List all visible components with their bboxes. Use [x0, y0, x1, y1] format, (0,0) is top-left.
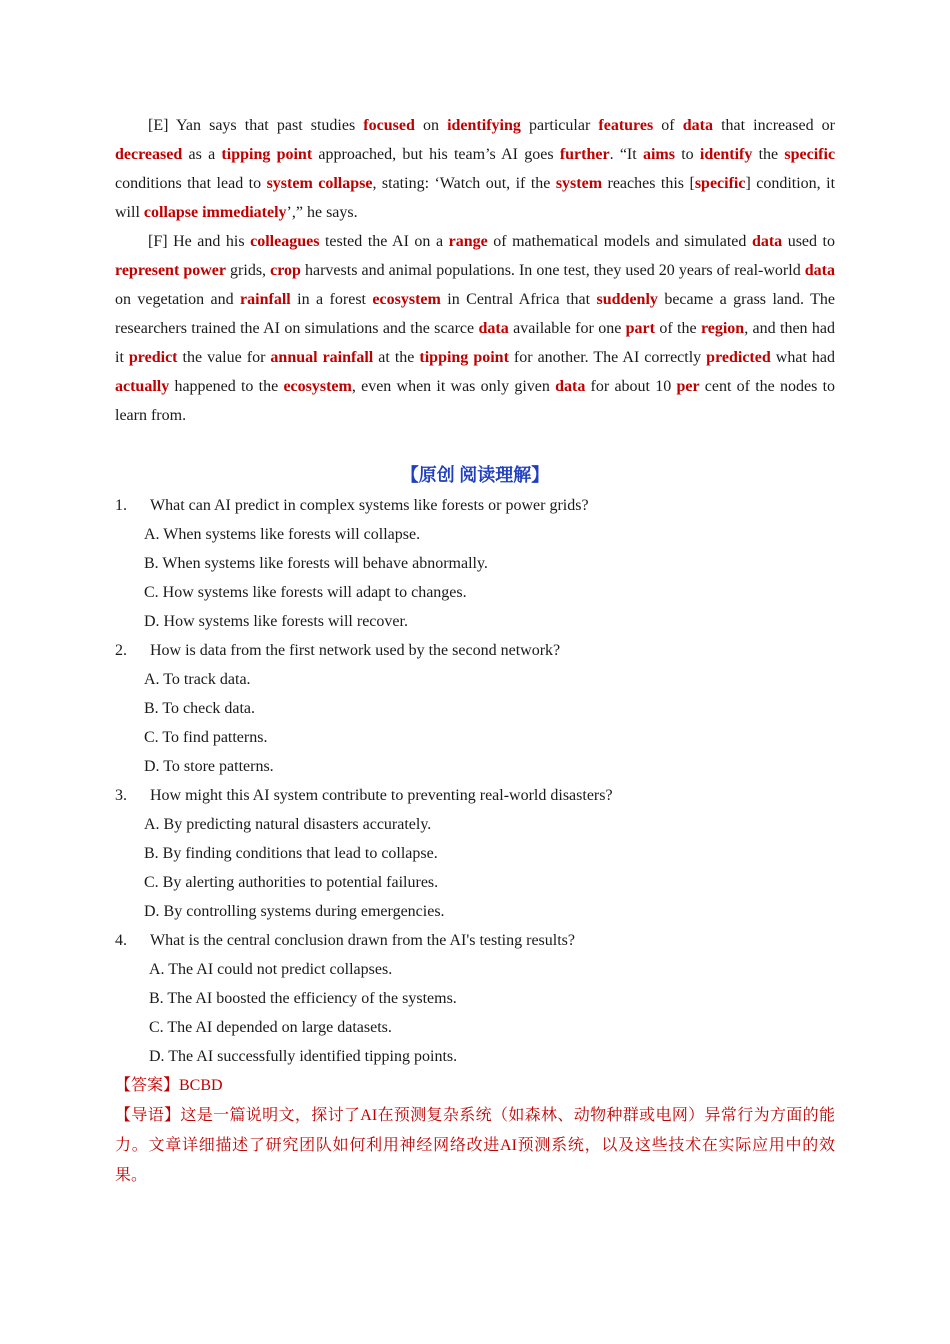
question-text: What is the central conclusion drawn from the AI's testing results?: [150, 932, 575, 949]
passage-text: ] condition, it will: [115, 175, 836, 221]
keyword: predicted: [706, 349, 771, 366]
keyword: range: [448, 233, 488, 250]
passage-text: became a grass land. The researchers trained the AI on simulations and the scarce: [115, 291, 836, 337]
option-4d: D. The AI successfully identified tipping points.: [149, 1048, 458, 1065]
passage-text: ’,” he says.: [286, 204, 358, 221]
keyword: further: [559, 146, 610, 163]
passage-text: tested the AI on a: [319, 233, 449, 250]
passage-text: what had: [770, 349, 835, 366]
keyword: represent power: [115, 262, 226, 279]
keyword: suddenly: [596, 291, 658, 308]
keyword: region: [700, 320, 745, 337]
option-2b: B. To check data.: [144, 700, 255, 717]
passage-text: for another. The AI correctly: [508, 349, 707, 366]
keyword: colleagues: [250, 233, 320, 250]
option-2c: C. To find patterns.: [144, 729, 268, 746]
keyword: data: [555, 378, 586, 395]
question-text: How might this AI system contribute to preventing real-world disasters?: [150, 787, 613, 804]
question-number: 3.: [115, 787, 127, 804]
keyword: specific: [694, 175, 746, 192]
passage-text: particular: [520, 117, 599, 134]
passage-text: the: [752, 146, 785, 163]
keyword: collapse immediately: [143, 204, 287, 221]
passage-text: , and then had it: [115, 320, 836, 366]
keyword: features: [598, 117, 654, 134]
option-1a: A. When systems like forests will collapse.: [144, 526, 421, 543]
passage-text: grids,: [226, 262, 271, 279]
passage-text: [F] He and his: [148, 233, 251, 250]
question-number: 1.: [115, 497, 127, 514]
keyword: per: [676, 378, 700, 395]
passage-text: used to: [782, 233, 836, 250]
question-text: How is data from the first network used by the second network?: [150, 642, 561, 659]
keyword: part: [625, 320, 655, 337]
option-3d: D. By controlling systems during emergencies.: [144, 903, 445, 920]
keyword: ecosystem: [283, 378, 352, 395]
passage-text: conditions that lead to: [115, 175, 267, 192]
option-4c: C. The AI depended on large datasets.: [149, 1019, 392, 1036]
passage-text: of: [653, 117, 683, 134]
passage-text: , stating: ‘Watch out, if the: [372, 175, 556, 192]
option-4b: B. The AI boosted the efficiency of the systems.: [149, 990, 457, 1007]
keyword: tipping point: [221, 146, 313, 163]
passage-text: cent of the nodes to learn from.: [115, 378, 836, 424]
passage-text: to: [674, 146, 700, 163]
passage-text: that increased or: [712, 117, 836, 134]
keyword: specific: [784, 146, 836, 163]
passage-text: in a forest: [290, 291, 373, 308]
passage-text: approached, but his team’s AI goes: [312, 146, 560, 163]
guide-summary: 【导语】这是一篇说明文，探讨了AI在预测复杂系统（如森林、动物种群或电网）异常行为方面的能力。文章详细描述了研究团队如何利用神经网络改进AI预测系统，以及这些技术在实际应用中的效果。: [115, 1107, 835, 1184]
keyword: identify: [699, 146, 753, 163]
section-title: 【原创 阅读理解】: [400, 465, 550, 485]
passage-text: happened to the: [169, 378, 284, 395]
keyword: data: [751, 233, 783, 250]
keyword: actually: [115, 378, 170, 395]
passage-text: of the: [654, 320, 701, 337]
keyword: tipping point: [419, 349, 509, 366]
keyword: crop: [270, 262, 301, 279]
option-4a: A. The AI could not predict collapses.: [149, 961, 393, 978]
keyword: ecosystem: [372, 291, 441, 308]
option-1c: C. How systems like forests will adapt to changes.: [144, 584, 467, 601]
question-number: 2.: [115, 642, 127, 659]
question-number: 4.: [115, 932, 127, 949]
keyword: annual rainfall: [270, 349, 374, 366]
keyword: system: [555, 175, 603, 192]
question-4: [115, 926, 575, 955]
passage-text: reaches this [: [602, 175, 695, 192]
paragraph-f: [115, 227, 835, 430]
question-text: What can AI predict in complex systems like forests or power grids?: [150, 497, 589, 514]
keyword: predict: [128, 349, 178, 366]
passage-text: on vegetation and: [115, 291, 241, 308]
passage-text: , even when it was only given: [351, 378, 556, 395]
keyword: focused: [363, 117, 415, 134]
option-1d: D. How systems like forests will recover.: [144, 613, 408, 630]
option-2a: A. To track data.: [144, 671, 251, 688]
question-3: [115, 781, 613, 810]
passage-text: [E] Yan says that past studies: [148, 117, 364, 134]
passage-text: of mathematical models and simulated: [487, 233, 752, 250]
option-3a: A. By predicting natural disasters accurately.: [144, 816, 432, 833]
keyword: identifying: [447, 117, 521, 134]
passage-text: available for one: [508, 320, 626, 337]
option-1b: B. When systems like forests will behave abnormally.: [144, 555, 488, 572]
passage-text: harvests and animal populations. In one test, they used 20 years of real-world: [300, 262, 805, 279]
passage-text: the value for: [177, 349, 271, 366]
option-3b: B. By finding conditions that lead to collapse.: [144, 845, 438, 862]
passage-text: at the: [373, 349, 420, 366]
keyword: data: [682, 117, 713, 134]
passage-text: as a: [182, 146, 222, 163]
keyword: decreased: [115, 146, 183, 163]
passage-text: . “It: [609, 146, 643, 163]
passage-text: in Central Africa that: [440, 291, 597, 308]
keyword: data: [478, 320, 509, 337]
keyword: system collapse: [266, 175, 373, 192]
question-1: [115, 491, 589, 520]
passage-text: on: [414, 117, 448, 134]
option-2d: D. To store patterns.: [144, 758, 274, 775]
option-3c: C. By alerting authorities to potential failures.: [144, 874, 439, 891]
paragraph-e: [115, 111, 835, 227]
answer-key: 【答案】BCBD: [115, 1077, 223, 1094]
keyword: aims: [642, 146, 675, 163]
keyword: rainfall: [240, 291, 291, 308]
passage-text: for about 10: [585, 378, 677, 395]
keyword: data: [804, 262, 835, 279]
question-2: [115, 636, 560, 665]
